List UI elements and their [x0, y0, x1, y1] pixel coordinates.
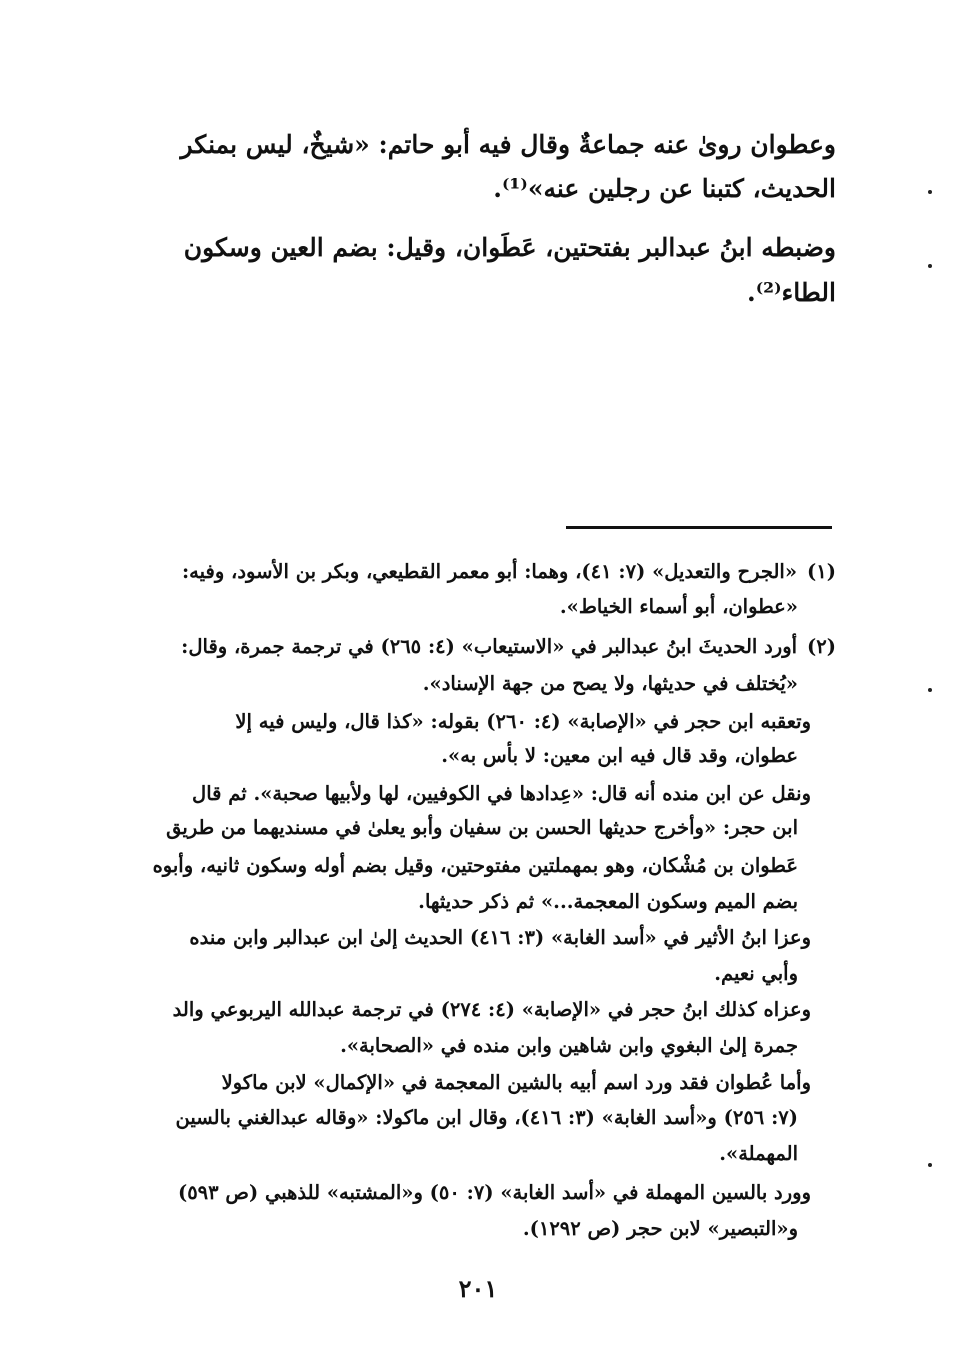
page-number: ٢٠١	[458, 1274, 498, 1303]
footnote-1-line: «عطوان، أبو أسماء الخياط».	[559, 595, 798, 618]
margin-mark	[928, 190, 932, 194]
footnote-2-line: (٧: ٢٥٦) و«أسد الغابة» (٣: ٤١٦)، وقال ابن ماكولا: «وقاله عبدالغني بالسين	[175, 1106, 798, 1129]
footnote-2-line: وعزاه كذلك ابنُ حجر في «الإصابة» (٤: ٢٧٤) في ترجمة عبدالله اليربوعي والد	[172, 998, 811, 1021]
footnote-2-line: عَطوان بن مُشْكان، وهو بمهملتين مفتوحتين، وقيل بضم أوله وسكون ثانيه، وأبوه	[152, 854, 798, 877]
footnote-1-line	[182, 562, 836, 582]
footnote-text: أورد الحديثَ ابنُ عبدالبر في «الاستيعاب» (٤: ٢٦٥) في ترجمة جمرة، وقال:	[181, 635, 798, 658]
main-text-line: الطاء⁽²⁾.	[747, 278, 836, 307]
footnote-2-line: وتعقبه ابن حجر في «الإصابة» (٤: ٢٦٠) بقوله: «كذا قال، وليس فيه إلا	[235, 710, 811, 733]
footnote-divider	[566, 526, 832, 529]
footnote-2-line: عطوان، وقد قال فيه ابن معين: لا بأس به».	[441, 744, 798, 767]
footnote-2-line: المهملة».	[719, 1142, 798, 1165]
footnote-2-line: وعزا ابنُ الأثير في «أسد الغابة» (٣: ٤١٦) الحديث إلىٰ ابن عبدالبر وابن منده	[189, 926, 811, 949]
footnote-2-line: وأبي نعيم.	[714, 962, 798, 985]
footnote-text: «الجرح والتعديل» (٧: ٤١)، وهما: أبو معمر القطيعي، وبكر بن الأسود، وفيه:	[181, 560, 798, 583]
footnote-2-line: وورد بالسين المهملة في «أسد الغابة» (٧: ٥٠) و«المشتبه» للذهبي (ص ٥٩٣)	[177, 1181, 811, 1204]
footnote-2-line: ابن حجر: «وأخرج حديثها الحسن بن سفيان وأبو يعلىٰ في مسنديهما من طريق	[166, 816, 798, 839]
main-text-line: وضبطه ابنُ عبدالبر بفتحتين، عَطَوان، وقيل: بضم العين وسكون	[183, 233, 836, 262]
footnote-2-line: جمرة إلىٰ البغوي وابن شاهين وابن منده في «الصحابة».	[340, 1034, 798, 1057]
margin-mark	[928, 264, 932, 268]
margin-mark	[928, 688, 932, 692]
main-text-line: وعطوان روىٰ عنه جماعةٌ وقال فيه أبو حاتم: «شيخٌ، ليس بمنكر	[180, 130, 836, 159]
footnote-2-line: بضم الميم وسكون المعجمة...» ثم ذكر حديثها.	[418, 890, 798, 913]
footnote-2-line: وأما عُطوان فقد ورد اسم أبيه بالشين المعجمة في «الإكمال» لابن ماكولا	[221, 1071, 811, 1094]
footnote-number: (٢)	[807, 635, 836, 658]
footnote-2-line: ونقل عن ابن منده أنه قال: «عِدادها في الكوفيين، لها ولأبيها صحبة». ثم قال	[192, 782, 811, 805]
footnote-2-line	[181, 637, 836, 657]
margin-mark	[928, 1163, 932, 1167]
footnote-number: (١)	[807, 560, 836, 583]
footnote-2-line: «يُختلف في حديثها، ولا يصح من جهة الإسناد».	[422, 672, 798, 695]
main-text-line: الحديث، كتبنا عن رجلين عنه»⁽¹⁾.	[493, 174, 836, 203]
footnote-2-line: و«التبصير» لابن حجر (ص ١٢٩٢).	[522, 1217, 798, 1240]
